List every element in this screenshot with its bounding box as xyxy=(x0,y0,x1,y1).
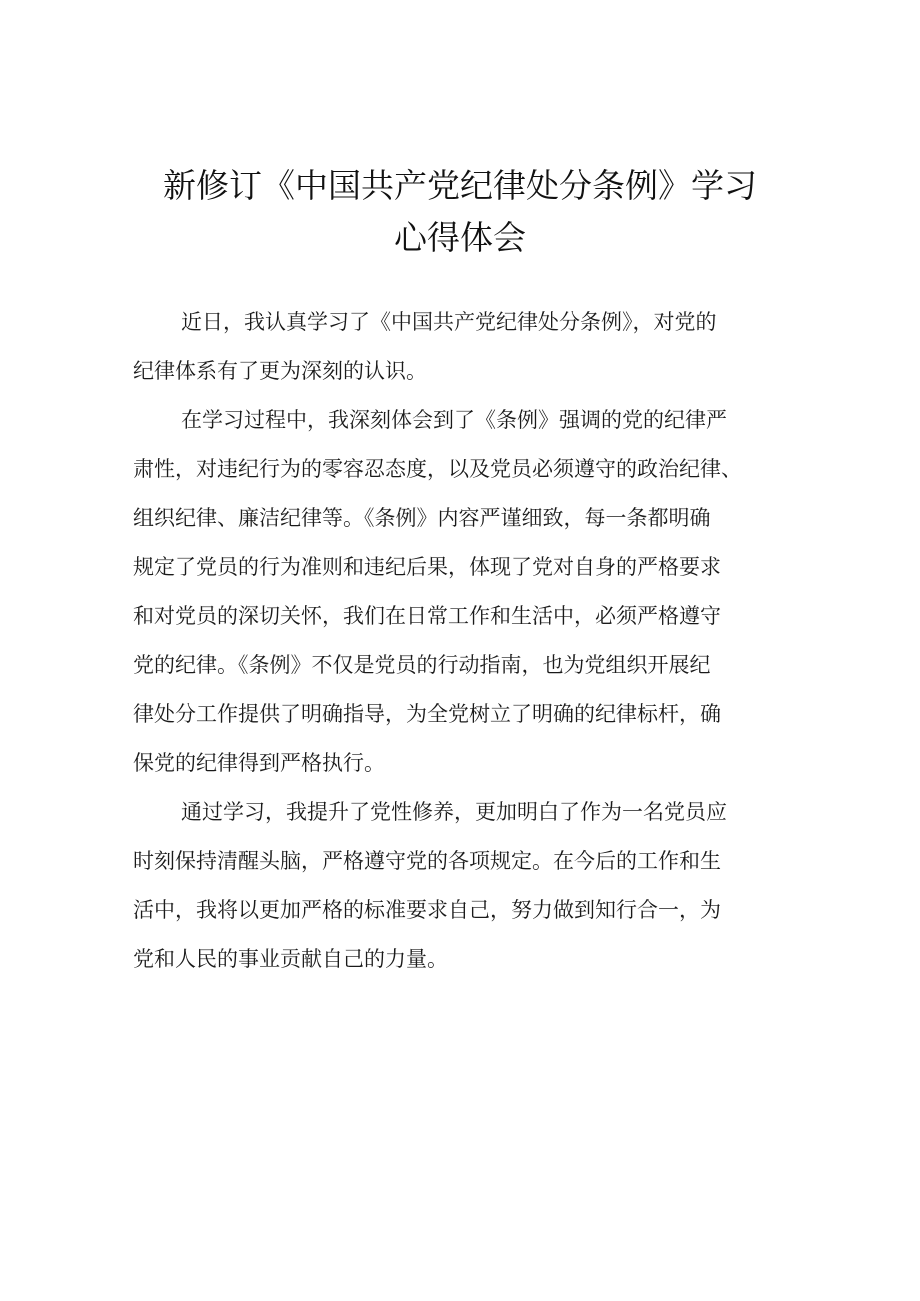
document-body xyxy=(133,298,783,984)
text-line: 近日，我认真学习了《中国共产党纪律处分条例》，对党的 xyxy=(181,310,717,334)
text-line: 时刻保持清醒头脑，严格遵守党的各项规定。在今后的工作和生 xyxy=(133,849,721,873)
title-line: 心得体会 xyxy=(394,218,526,257)
text-line: 律处分工作提供了明确指导，为全党树立了明确的纪律标杆，确 xyxy=(133,702,721,726)
text-line: 规定了党员的行为准则和违纪后果，体现了党对自身的严格要求 xyxy=(133,555,721,579)
paragraph xyxy=(133,788,783,984)
text-line: 肃性，对违纪行为的零容忍态度，以及党员必须遵守的政治纪律、 xyxy=(133,457,742,481)
document-title xyxy=(120,160,800,264)
text-line: 和对党员的深切关怀，我们在日常工作和生活中，必须严格遵守 xyxy=(133,604,721,628)
text-line: 纪律体系有了更为深刻的认识。 xyxy=(133,359,427,383)
paragraph xyxy=(133,396,783,788)
text-line: 党和人民的事业贡献自己的力量。 xyxy=(133,947,448,971)
text-line: 在学习过程中，我深刻体会到了《条例》强调的党的纪律严 xyxy=(181,408,727,432)
text-line: 党的纪律。《条例》不仅是党员的行动指南，也为党组织开展纪 xyxy=(133,653,711,677)
text-line: 组织纪律、廉洁纪律等。《条例》内容严谨细致，每一条都明确 xyxy=(133,506,711,530)
text-line: 保党的纪律得到严格执行。 xyxy=(133,751,385,775)
title-line: 新修订《中国共产党纪律处分条例》学习 xyxy=(163,166,757,205)
text-line: 通过学习，我提升了党性修养，更加明白了作为一名党员应 xyxy=(181,800,727,824)
paragraph xyxy=(133,298,783,396)
text-line: 活中，我将以更加严格的标准要求自己，努力做到知行合一，为 xyxy=(133,898,721,922)
